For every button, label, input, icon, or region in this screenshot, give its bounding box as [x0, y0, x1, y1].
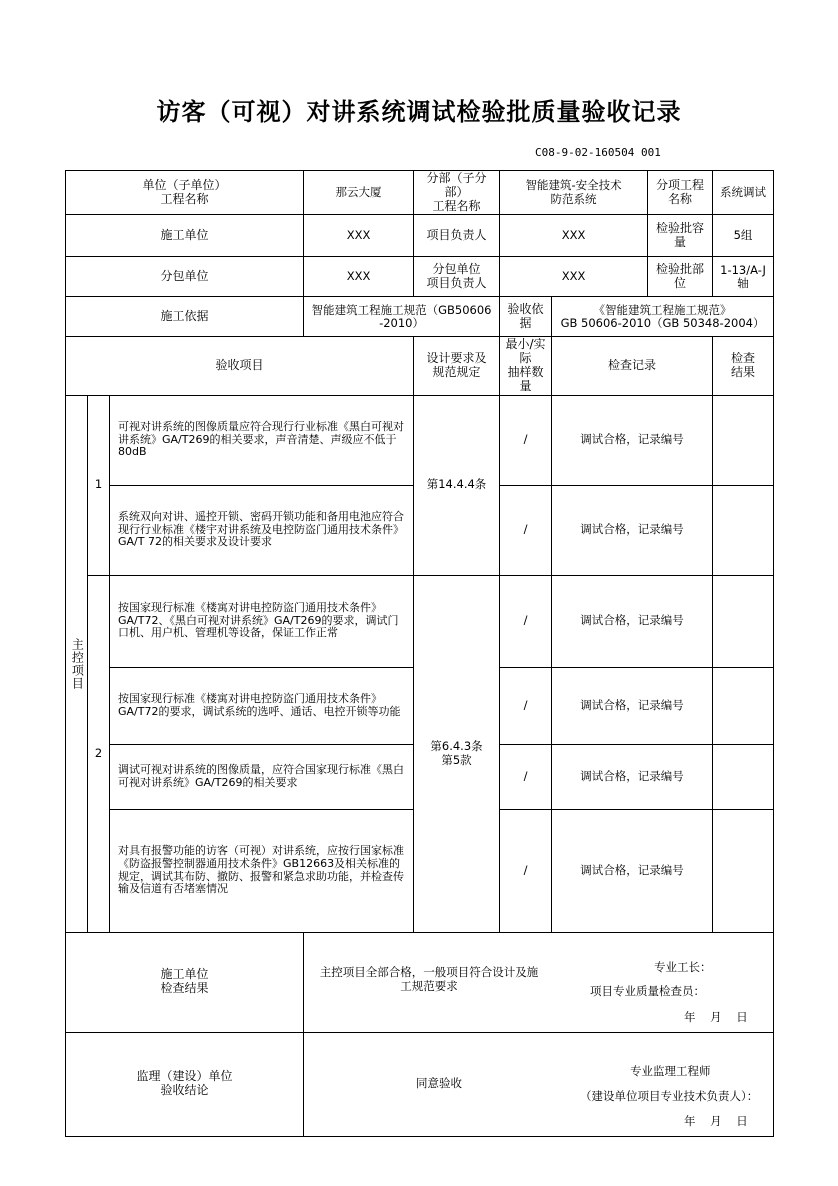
supervision-conclusion: 同意验收 [416, 1075, 463, 1090]
construction-date: 年 月 日 [684, 1009, 748, 1024]
foreman-label: 专业工长： [654, 959, 712, 974]
owner-representative-label: （建设单位项目专业技术负责人）： [580, 1088, 759, 1103]
supervision-label: 监理（建设）单位 验收结论 [66, 1032, 304, 1136]
clause-cell: 第14.4.4条 [414, 395, 500, 575]
subcontract-lead-value: XXX [500, 257, 648, 297]
supervising-engineer-label: 专业监理工程师 [630, 1063, 711, 1078]
group-number: 1 [88, 395, 110, 575]
header-row-1 [66, 171, 774, 215]
item-text: 对具有报警功能的访客（可视）对讲系统，应按行国家标准《防盗报警控制器通用技术条件》GB12663及相关标准的规定，调试其布防、撤防、报警和紧急求助功能，并检查传输及信道有否堵塞情况 [110, 809, 414, 932]
record-cell: 调试合格，记录编号 [552, 575, 713, 667]
item-text: 调试可视对讲系统的图像质量，应符合国家现行标准《黑白可视对讲系统》GA/T269的相关要求 [110, 744, 414, 809]
subcontract-value: XXX [304, 257, 414, 297]
construction-unit-value: XXX [304, 215, 414, 257]
subitem-value: 系统调试 [713, 171, 774, 215]
table-row [66, 395, 774, 485]
sample-cell: / [500, 809, 552, 932]
col-result: 检查 结果 [713, 337, 774, 395]
header-row-4 [66, 297, 774, 337]
item-text: 可视对讲系统的图像质量应符合现行行业标准《黑白可视对讲系统》GA/T269的相关要求，声音清楚、声级应不低于80dB [110, 395, 414, 485]
sample-cell: / [500, 744, 552, 809]
project-lead-value: XXX [500, 215, 648, 257]
result-cell[interactable] [713, 575, 774, 667]
sample-cell: / [500, 485, 552, 575]
unit-value: 那云大厦 [304, 171, 414, 215]
result-cell[interactable] [713, 485, 774, 575]
record-cell: 调试合格，记录编号 [552, 485, 713, 575]
division-value: 智能建筑-安全技术 防范系统 [500, 171, 648, 215]
supervision-row [66, 1032, 774, 1136]
construction-unit-label: 施工单位 [66, 215, 304, 257]
main-control-label: 主控项目 [66, 395, 88, 932]
sample-cell: / [500, 395, 552, 485]
record-cell: 调试合格，记录编号 [552, 809, 713, 932]
result-cell[interactable] [713, 667, 774, 744]
sample-cell: / [500, 575, 552, 667]
result-cell[interactable] [713, 395, 774, 485]
construction-conclusion: 主控项目全部合格，一般项目符合设计及施 工规范要求 [319, 964, 539, 993]
construction-check-row [66, 932, 774, 1032]
document-code: C08-9-02-160504 001 [535, 146, 661, 159]
page-title: 访客（可视）对讲系统调试检验批质量验收记录 [156, 98, 682, 126]
header-row-3 [66, 257, 774, 297]
subcontract-label: 分包单位 [66, 257, 304, 297]
sample-cell: / [500, 667, 552, 744]
item-text: 按国家现行标准《楼寓对讲电控防盗门通用技术条件》GA/T72、《黑白可视对讲系统》GA/T269的要求，调试门口机、用户机、管理机等设备，保证工作正常 [110, 575, 414, 667]
record-cell: 调试合格，记录编号 [552, 667, 713, 744]
record-cell: 调试合格，记录编号 [552, 744, 713, 809]
supervision-content [304, 1032, 774, 1136]
batch-capacity-value: 5组 [713, 215, 774, 257]
accept-basis-value: 《智能建筑工程施工规范》 GB 50606-2010（GB 50348-2004） [552, 297, 774, 337]
result-cell[interactable] [713, 809, 774, 932]
batch-capacity-label: 检验批容量 [648, 215, 713, 257]
subitem-label: 分项工程名称 [648, 171, 713, 215]
item-text: 系统双向对讲、遥控开锁、密码开锁功能和备用电池应符合现行行业标准《楼宇对讲系统及电控防盗门通用技术条件》GA/T 72的相关要求及设计要求 [110, 485, 414, 575]
batch-location-label: 检验批部位 [648, 257, 713, 297]
division-label: 分部（子分部） 工程名称 [414, 171, 500, 215]
acceptance-form-table [65, 170, 774, 1137]
quality-inspector-label: 项目专业质量检查员： [590, 983, 706, 998]
table-row [66, 575, 774, 667]
col-design: 设计要求及 规范规定 [414, 337, 500, 395]
column-header-row [66, 337, 774, 395]
header-row-2 [66, 215, 774, 257]
result-cell[interactable] [713, 744, 774, 809]
col-sample: 最小/实际 抽样数量 [500, 337, 552, 395]
basis-value: 智能建筑工程施工规范（GB50606 -2010） [304, 297, 500, 337]
clause-cell: 第6.4.3条 第5款 [414, 575, 500, 932]
col-item: 验收项目 [66, 337, 414, 395]
unit-label: 单位（子单位） 工程名称 [66, 171, 304, 215]
construction-check-content [304, 932, 774, 1032]
batch-location-value: 1-13/A-J轴 [713, 257, 774, 297]
basis-label: 施工依据 [66, 297, 304, 337]
group-number: 2 [88, 575, 110, 932]
subcontract-lead-label: 分包单位 项目负责人 [414, 257, 500, 297]
record-cell: 调试合格，记录编号 [552, 395, 713, 485]
accept-basis-label: 验收依据 [500, 297, 552, 337]
supervision-date: 年 月 日 [684, 1113, 748, 1128]
project-lead-label: 项目负责人 [414, 215, 500, 257]
item-text: 按国家现行标准《楼寓对讲电控防盗门通用技术条件》GA/T72的要求，调试系统的选呼、通话、电控开锁等功能 [110, 667, 414, 744]
construction-check-label: 施工单位 检查结果 [66, 932, 304, 1032]
col-record: 检查记录 [552, 337, 713, 395]
